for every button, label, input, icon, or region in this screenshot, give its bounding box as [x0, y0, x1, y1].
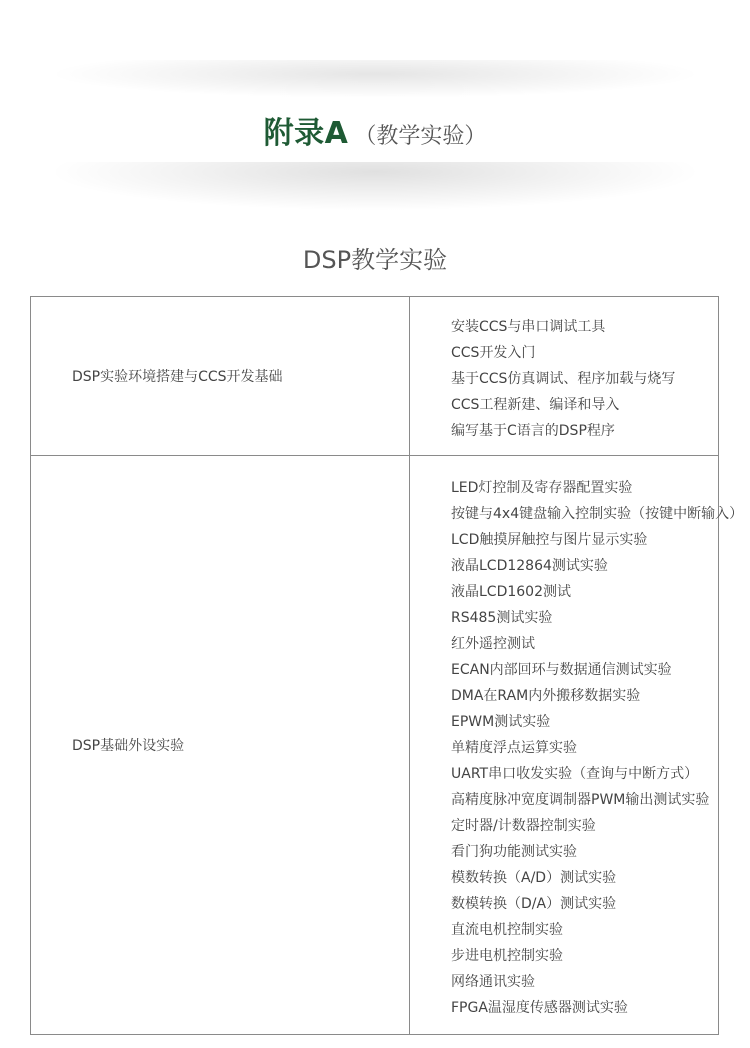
experiments-table: [30, 296, 744, 1035]
list-item: 模数转换（A/D）测试实验: [451, 870, 617, 886]
section-title: DSP教学实验: [302, 246, 448, 274]
list-item: LCD触摸屏触控与图片显示实验: [451, 532, 648, 548]
list-item: EPWM测试实验: [451, 714, 551, 730]
list-item: 基于CCS仿真调试、程序加载与烧写: [451, 371, 676, 387]
list-item: 编写基于C语言的DSP程序: [451, 423, 615, 439]
list-item: 高精度脉冲宽度调制器PWM输出测试实验: [451, 792, 710, 808]
list-item: 定时器/计数器控制实验: [451, 818, 596, 834]
table-row: [31, 297, 719, 456]
appendix-title: [0, 108, 750, 152]
list-item: DMA在RAM内外搬移数据实验: [451, 688, 641, 704]
table-row: [31, 456, 719, 1035]
experiment-list: [451, 456, 744, 1034]
appendix-sub-label: （教学实验）: [354, 124, 487, 149]
list-item: LED灯控制及寄存器配置实验: [451, 480, 633, 496]
category-cell: DSP基础外设实验: [31, 456, 410, 1035]
list-item: UART串口收发实验（查询与中断方式）: [451, 766, 699, 782]
list-item: 步进电机控制实验: [451, 948, 563, 964]
list-item: 直流电机控制实验: [451, 922, 563, 938]
list-item: 液晶LCD12864测试实验: [451, 558, 608, 574]
list-item: 单精度浮点运算实验: [451, 740, 577, 756]
list-item: ECAN内部回环与数据通信测试实验: [451, 662, 672, 678]
appendix-banner: [0, 60, 750, 225]
list-item: 液晶LCD1602测试: [451, 584, 571, 600]
list-item: CCS工程新建、编译和导入: [451, 397, 620, 413]
list-item: 安装CCS与串口调试工具: [451, 319, 606, 335]
list-item: 看门狗功能测试实验: [451, 844, 577, 860]
banner-shadow-bottom: [50, 162, 700, 217]
list-item: RS485测试实验: [451, 610, 553, 626]
experiment-list: [451, 297, 718, 455]
list-item: 红外遥控测试: [451, 636, 535, 652]
list-item: 网络通讯实验: [451, 974, 535, 990]
category-cell: DSP实验环境搭建与CCS开发基础: [31, 297, 410, 456]
list-item: 按键与4x4键盘输入控制实验（按键中断输入）: [451, 506, 744, 522]
list-item: CCS开发入门: [451, 345, 536, 361]
banner-shadow-top: [50, 60, 700, 100]
list-item: 数模转换（D/A）测试实验: [451, 896, 617, 912]
appendix-main-label: 附录A: [263, 116, 349, 151]
items-cell: [410, 456, 744, 1035]
items-cell: [410, 297, 719, 456]
list-item: FPGA温湿度传感器测试实验: [451, 1000, 628, 1016]
